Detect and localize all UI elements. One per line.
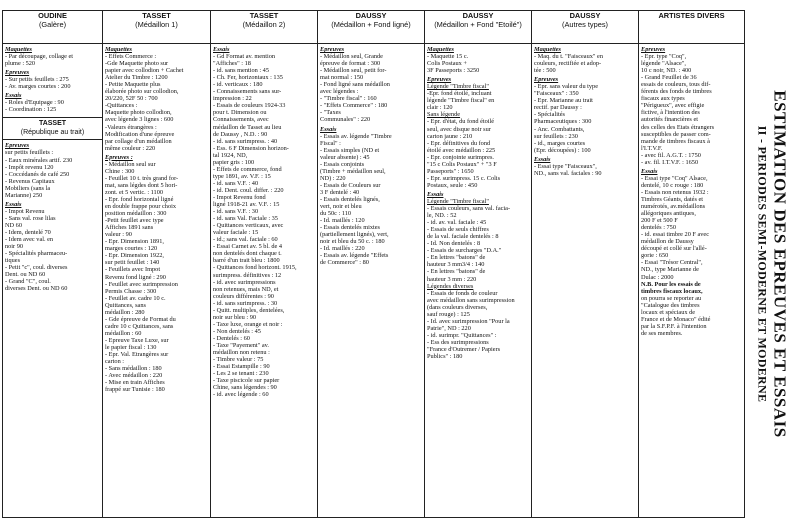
entry-line: Dent. ou ND 60	[5, 271, 46, 279]
entry-line: - Impot Revenu	[5, 207, 45, 215]
entry-line: - Essais de fonds de couleur	[427, 289, 498, 297]
entry-line: - Feuillet av. cadre 10 c.	[105, 294, 166, 302]
entry-line: - Taxe luxe, orange et noir :	[213, 320, 283, 328]
entry-line: mat normal : 150	[320, 74, 364, 82]
entry-line: l'I.T.V.F.	[641, 144, 663, 152]
entry-line: sauf rouge) : 125	[427, 310, 470, 318]
section-heading: Maquettes	[427, 46, 454, 53]
entry-line: Connaissements, avec	[213, 116, 269, 124]
entry-line: (Epr. découpées) : 100	[534, 146, 591, 154]
entry-line: cadre 10 c Quittances, sans	[105, 322, 174, 330]
entry-line: type 1891, av. V.F. : 15	[213, 172, 271, 180]
entry-line: de ses membres.	[641, 329, 683, 337]
entry-line: 3F Passeports : 3250	[427, 67, 480, 75]
col-header-daussy-etoile: DAUSSY (Médaillon + Fond "Etoilé")	[425, 11, 532, 44]
entry-line: - id. sans mention : 45	[213, 67, 269, 75]
section-heading: Essais	[534, 155, 551, 163]
tasset-2-entries	[213, 46, 315, 398]
entry-line: (Timbre + médaillon seul,	[320, 167, 386, 175]
entry-line: des celles des Etats étrangers	[641, 123, 715, 131]
entry-line: papier avec collodion + Cachet	[105, 67, 184, 75]
entry-line: - "Timbre fiscal" : 160	[320, 95, 377, 103]
entry-line: - Anc. Combattants,	[534, 125, 585, 133]
entry-line: noir sur bleu : 90	[213, 313, 257, 321]
entry-line: valeur : 90	[105, 231, 132, 239]
entry-line: pour t. Dimension ou	[213, 109, 267, 117]
entry-line: - Eaux minérales artif. 230	[5, 156, 73, 164]
entry-line: épreuve de format : 300	[320, 60, 381, 68]
entry-line: - Sur petits feuillets : 275	[5, 76, 69, 84]
entry-line: - Impot Revenu fond	[213, 193, 266, 201]
entry-line: - Essais dentelés mixtes	[320, 224, 380, 232]
entry-line: Timbres Géants, datés et	[641, 195, 704, 203]
entry-line: ligné 1918-21 av. V.F. : 15	[213, 201, 280, 209]
col-daussy-autres-body	[532, 44, 639, 518]
entry-line: - Essai type "Coq" Alsace,	[641, 174, 708, 182]
entry-line: par la S.F.P.F. à l'intention	[641, 322, 707, 330]
entry-line: "15 c Colis Postaux" + "3 F	[427, 160, 497, 168]
entry-line: - Timbre valeur : 75	[213, 356, 264, 364]
entry-line: étoilé avec médaillon : 225	[427, 146, 496, 154]
entry-line: Fiscal" :	[320, 139, 341, 147]
entry-line: - Id. maillés : 120	[320, 217, 365, 225]
entry-line: Permis Chasse : 300	[105, 287, 157, 295]
col-header-artistes-divers: ARTISTES DIVERS	[639, 11, 745, 44]
entry-line: mat, sans légdes dont 5 hori-	[105, 181, 178, 189]
entry-line: - Id. Non dentelés : 8	[427, 240, 481, 248]
entry-line: - Taxe piscicole sur papier	[213, 377, 280, 385]
entry-line: noir 90	[5, 243, 24, 251]
entry-line: 3 F dentelé : 40	[320, 188, 360, 196]
section-heading: Epreuves	[641, 46, 666, 53]
entry-line: carton :	[105, 358, 125, 366]
section-heading: Essais	[641, 167, 658, 175]
entry-line: - Mise en train Affiches	[105, 379, 165, 387]
entry-line: - Epr. type "Coq",	[641, 53, 687, 61]
entry-line: Sans légende	[427, 111, 461, 119]
header-row	[3, 11, 745, 44]
entry-line: - Id. avec surimpression "Pour la	[427, 317, 510, 325]
entry-line: numérotés, av.médaillons	[641, 203, 706, 211]
entry-line: Affiches 1891 sans	[105, 224, 154, 232]
daussy-ligne-entries	[320, 46, 422, 266]
entry-line: locaux et spéciaux de	[641, 308, 696, 316]
entry-line: médaillon : 60	[105, 329, 142, 337]
entry-line: du 50c : 110	[320, 210, 352, 218]
entry-line: Postaux, seule : 450	[427, 181, 478, 189]
entry-line: 200 F et 500 F	[641, 217, 678, 225]
entry-line: - Essai Estampille : 90	[213, 363, 270, 371]
entry-line: - Gd Format av. mention	[213, 53, 276, 61]
entry-line: - Id. maillés : 220	[320, 245, 365, 253]
entry-line: - Sans médaillon : 180	[105, 365, 162, 373]
subheader-tasset-republique: TASSET (République au trait)	[3, 117, 102, 140]
entry-line: - id. sans V.F. : 30	[213, 208, 259, 216]
entry-line: "Périgueux", avec effigie	[641, 102, 705, 110]
entry-line: - Quitt. multiples, dentelées,	[213, 306, 285, 314]
entry-line: rectif. par Daussy :	[534, 104, 582, 112]
section-heading: Maquettes	[5, 46, 32, 53]
entry-line: - Essais simples (ND et	[320, 146, 380, 154]
entry-line: de Commerce" : 80	[320, 259, 369, 267]
entry-line: Maquette photo collodion,	[105, 109, 172, 117]
entry-line: - Essais dentelés lignés,	[320, 195, 380, 203]
entry-line: - Essais de Couleurs sur	[320, 181, 381, 189]
entry-line: ND., type Marianne de	[641, 266, 699, 274]
entry-line: - Essais conjoints	[320, 160, 365, 168]
entry-line: - Essais de couleurs 1924-33	[213, 102, 286, 110]
col-header-tasset-1: TASSET (Médaillon 1)	[103, 11, 211, 44]
entry-line: - Essai "Trésor Central",	[641, 259, 703, 267]
entry-line: - id., marges courtes	[534, 139, 586, 147]
entry-line: - Av. marges courtes : 200	[5, 83, 71, 91]
entry-line: allégoriques antiques,	[641, 210, 696, 218]
entry-line: - id. surimpr. "Quittances" :	[427, 331, 497, 339]
entry-line: Passeports" : 1650	[427, 167, 474, 175]
section-heading: Essais	[213, 46, 230, 53]
entry-line: - Grand Feuillet de 36	[641, 74, 697, 82]
entry-line: sur feuillets : 230	[534, 132, 578, 140]
entry-line: - id. sans V.F. : 40	[213, 179, 259, 187]
entry-line: - Essais de seuls chiffres	[427, 226, 489, 234]
entry-line: Chine : 300	[105, 167, 135, 175]
entry-line: -Quittances :	[105, 102, 138, 110]
entry-line: par collage d'un médaillon	[105, 137, 172, 145]
entry-line: (partiellement lignés), vert,	[320, 231, 389, 239]
entry-line: surimpress. définitives : 12	[213, 271, 282, 279]
section-heading: Essais	[5, 200, 22, 208]
entry-line: Publics" : 180	[427, 353, 463, 361]
entry-line: noir et bleu du 50 c. : 180	[320, 238, 385, 246]
entry-line: - Effets Commerce :	[105, 53, 157, 61]
entry-line: médaillon non retenu :	[213, 349, 270, 357]
entry-line: - Médaillon seul sur	[105, 160, 156, 168]
entry-line: ND., sans val. faciales : 90	[534, 169, 602, 177]
entry-line: "Catalogue des timbres	[641, 301, 700, 309]
entry-line: France et de Monaco" édité	[641, 315, 711, 323]
entry-line: - En lettres "batons" de	[427, 254, 486, 262]
entry-line: - Coccédanés de café 250	[5, 170, 70, 178]
col-daussy-etoile-body	[425, 44, 532, 518]
entry-line: - Petite Maquette plus	[105, 81, 161, 89]
entry-line: élaborée photo sur collodion,	[105, 88, 179, 96]
entry-line: Légendes diverses	[427, 282, 474, 290]
entry-line: 10 c noir, ND. : 400	[641, 67, 692, 75]
side-title	[755, 90, 790, 438]
section-heading: Epreuves	[427, 76, 452, 84]
entry-line: mande de timbres fiscaux à	[641, 137, 710, 145]
body-row	[3, 44, 745, 518]
entry-line: Légende "Timbre fiscal"	[427, 83, 489, 91]
oudine-entries	[5, 46, 100, 113]
col-header-daussy-autres: DAUSSY (Autres types)	[532, 11, 639, 44]
entry-line: papier gris : 100	[213, 158, 255, 166]
entry-line: de la val. faciale dentelés : 8	[427, 233, 499, 241]
entry-line: Marianne) 250	[5, 191, 43, 199]
col-tasset-2-body	[211, 44, 318, 518]
entry-line: - Epr. Val. Etrangères sur	[105, 351, 169, 359]
entry-line: -Valeurs étrangères :	[105, 123, 157, 131]
entry-line: ND) : 220	[320, 174, 346, 182]
entry-line: -Epr. fond étoilé, incluant	[427, 90, 492, 98]
entry-line: - Idem, dentelé 70	[5, 228, 51, 236]
entry-line: - Feuillet avec surimpression	[105, 280, 178, 288]
entry-line: - Essai Carnet av. 5 bl. de 4	[213, 243, 283, 251]
entry-line: - Epr. définitives du fond	[427, 139, 491, 147]
entry-line: Légende "Timbre fiscal"	[427, 197, 489, 205]
entry-line: légende "Timbre fiscal" en	[427, 97, 495, 105]
side-title-sub: II - PERIODES SEMI-MODERNE ET MODERNE	[755, 125, 770, 403]
entry-line: - Epr. Marianne au trait	[534, 97, 593, 105]
entry-line: - Essais non retenus 1932 :	[641, 188, 709, 196]
entry-line: - Essais av. légende "Timbre	[320, 132, 392, 140]
daussy-etoile-entries	[427, 46, 529, 360]
entry-line: - av. fil. I.T.V.F. : 1650	[641, 158, 699, 166]
entry-line: fictive, à l'intention des	[641, 109, 700, 117]
entry-line: - Epr. conjointe surimpres.	[427, 153, 494, 161]
entry-line: - Essais av. légende "Effets	[320, 252, 389, 260]
side-title-band	[746, 10, 798, 518]
entry-line: -Petit feuillet avec type	[105, 217, 164, 225]
entry-line: tiques	[5, 257, 21, 265]
col-tasset-1-body	[103, 44, 211, 518]
entry-line: N.B. Pour les essais de	[641, 280, 701, 288]
entry-line: clair : 120	[427, 104, 453, 112]
entry-line: Revenu fond ligné : 290	[105, 273, 166, 281]
section-heading: Epreuves	[320, 46, 345, 53]
entry-line: (dans couleurs diverses,	[427, 303, 488, 311]
entry-line: - Ch. Fer, horizontaux : 135	[213, 74, 283, 82]
entry-line: "Faisceaux" : 350	[534, 90, 579, 98]
entry-line: Dulac : 2000	[641, 273, 674, 281]
entry-line: plume : 520	[5, 60, 36, 68]
entry-line: Quittances, sans	[105, 301, 146, 309]
section-heading: Epreuves	[534, 76, 559, 84]
entry-line: susceptibles de passer com-	[641, 130, 711, 138]
entry-line: - Epr. d'état, du fond étoilé	[427, 118, 495, 126]
section-heading: Epreuves	[5, 142, 30, 150]
entry-line: "Affiches" : 18	[213, 60, 251, 68]
tasset-1-entries	[105, 46, 208, 393]
entry-line: - Epr. sans valeur du type	[534, 83, 599, 91]
entry-line: découpé et collé sur l'allé-	[641, 245, 707, 253]
entry-line: avec médaillon sans surimpression	[427, 296, 515, 304]
entry-line: - Epr. fond horizontal ligné	[105, 195, 174, 203]
entry-line: - id. Dent. coul. differ. : 220	[213, 186, 284, 194]
col-header-oudine: OUDINE (Galère)	[3, 11, 103, 44]
entry-line: dentelé, 10 c rouge : 180	[641, 181, 704, 189]
entry-line: zont. et 5 vertic. : 1100	[105, 188, 163, 196]
entry-line: - Effets de commerce, fond	[213, 165, 282, 173]
entry-line: - id. verticaux : 180	[213, 81, 263, 89]
col-daussy-ligne-body	[318, 44, 425, 518]
entry-line: avec légende 3 lignes : 600	[105, 116, 174, 124]
entry-line: férents des fonds de timbres	[641, 88, 712, 96]
entry-line: - Epreuve Taxe Luxe, sur	[105, 336, 169, 344]
entry-line: - Avec médaillon : 220	[105, 372, 163, 380]
entry-line: - Revenus Capitaux	[5, 177, 55, 185]
entry-line: - id. essai timbre 20 F avec	[641, 231, 710, 239]
entry-line: tée : 500	[534, 67, 556, 75]
entry-line: autorités financières et	[641, 116, 698, 124]
entry-line: - Non dentelés : 45	[213, 327, 261, 335]
entry-line: - id. av. val. faciale : 45	[427, 219, 487, 227]
entry-line: - Grand "C", coul.	[5, 278, 51, 286]
entry-line: - Maquette 15 c.	[427, 53, 469, 61]
col-oudine-body	[3, 44, 103, 518]
entry-line: carton jaune : 210	[427, 132, 473, 140]
entry-line: - Feuillets avec Impot	[105, 266, 161, 274]
entry-line: - Sans val. rose lilas	[5, 214, 56, 222]
entry-line: médaillon : 280	[105, 308, 145, 316]
entry-line: non retenues, mais ND, et	[213, 285, 279, 293]
entry-line: - Petit "c", coul. diverses	[5, 264, 68, 272]
entry-line: non dentelés dont chaque t.	[213, 250, 282, 258]
entry-line: - "Effets Commerce" : 180	[320, 102, 388, 110]
entry-line: tal 1924, ND,	[213, 151, 248, 159]
entry-line: - id. avec légende : 60	[213, 391, 269, 399]
entry-line: frappé sur Tunisie : 180	[105, 386, 165, 394]
entry-line: - id. sans Val. Faciale : 35	[213, 215, 278, 223]
entry-line: valeur faciale : 15	[213, 229, 259, 237]
entry-line: marges courtes : 120	[105, 245, 158, 253]
entry-line: - Epr. Dimension 1922,	[105, 252, 164, 260]
entry-line: même couleur : 220	[105, 144, 156, 152]
entry-line: légende "Alsace",	[641, 60, 687, 68]
entry-line: - Maq. du t. "Faisceaux" en	[534, 53, 603, 61]
entry-line: en double frappe pour choix	[105, 203, 176, 211]
entry-line: - Roles d'Equipage : 90	[5, 99, 64, 107]
entry-line: Modification d'une épreuve	[105, 130, 175, 138]
entry-line: Mobiliers (sans la	[5, 184, 51, 192]
entry-line: avec légendes :	[320, 88, 359, 96]
artistes-divers-entries	[641, 46, 742, 337]
entry-line: - Connaissements sans sur-	[213, 88, 282, 96]
entry-line: couleurs différentes : 90	[213, 292, 274, 300]
entry-line: - "Taxes	[320, 109, 341, 117]
entry-line: essais de couleurs, tous dif-	[641, 81, 711, 89]
entry-line: seul, avec disque noir sur	[427, 125, 491, 133]
entry-line: - Essais couleurs, sans val. facia-	[427, 205, 511, 213]
entry-line: gorie : 650	[641, 252, 669, 260]
entry-line: - Quittances verticaux, avec	[213, 222, 284, 230]
col-artistes-divers-body	[639, 44, 745, 518]
section-heading: Essais	[320, 125, 337, 133]
estimation-table	[2, 10, 745, 518]
entry-line: hauteur 3 mm : 220	[427, 275, 477, 283]
entry-line: barré d'un trait bleu : 1800	[213, 257, 280, 265]
entry-line: - Gde épreuve de Format du	[105, 315, 176, 323]
section-heading: Essais	[5, 92, 22, 100]
entry-line: - Ess des surimpressions	[427, 338, 489, 346]
entry-line: on pourra se reporter au	[641, 294, 702, 302]
entry-line: Atelier du Timbre : 1200	[105, 74, 168, 82]
entry-line: Patrie", ND : 220	[427, 324, 471, 332]
entry-line: dentelés : 750	[641, 224, 676, 232]
entry-line: Pharmaceutiques : 300	[534, 118, 592, 126]
section-heading: Essais	[427, 190, 444, 198]
entry-line: - Feuillet 10 t. très grand for-	[105, 174, 179, 182]
entry-line: - Fond ligné sans médaillon	[320, 81, 390, 89]
entry-line: - Les 2 se tenant : 230	[213, 370, 269, 378]
entry-line: le papier fiscal : 130	[105, 343, 157, 351]
entry-line: ND 60	[5, 221, 22, 229]
entry-line: - Essai type "Faisceaux",	[534, 162, 597, 170]
entry-line: de Daussy , N.D. : 90	[213, 130, 268, 138]
entry-line: - Médaillon seul, Grande	[320, 53, 383, 61]
section-heading: Epreuves	[5, 69, 30, 77]
entry-line: - Epr. surimpress. 15 c. Colis	[427, 174, 501, 182]
section-heading: Maquettes	[534, 46, 561, 53]
side-title-main: ESTIMATION DES EPREUVES ET ESSAIS	[770, 90, 790, 438]
entry-line: - Quittances fond horizont. 1915,	[213, 264, 297, 272]
entry-line: - avec fil. A.G.T. : 1750	[641, 151, 701, 159]
entry-line: - Dentelés : 60	[213, 334, 250, 342]
entry-line: couleurs, rectifiée et adop-	[534, 60, 602, 68]
entry-line: - Spécialités	[534, 111, 565, 119]
entry-line: Chine, sans légendes : 90	[213, 384, 277, 392]
entry-line: timbres fiscaux locaux,	[641, 287, 703, 295]
entry-line: - Par découpage, collage et	[5, 53, 74, 61]
entry-line: - id. avec surimpressions	[213, 278, 276, 286]
entry-line: - Essais de surcharges "D.A."	[427, 247, 502, 255]
entry-line: - Epr. Dimension 1891,	[105, 238, 164, 246]
entry-line: - Médaillon seul, petit for-	[320, 67, 387, 75]
entry-line: impression : 22	[213, 95, 252, 103]
section-heading: Epreuves :	[105, 153, 133, 161]
daussy-autres-entries	[534, 46, 636, 177]
entry-line: hauteur 3 mm3/4 : 140	[427, 261, 485, 269]
entry-line: Communales" : 220	[320, 116, 371, 124]
entry-line: - Spécialités pharmaceu-	[5, 250, 68, 258]
entry-line: - Coordination : 125	[5, 106, 57, 114]
entry-line: - Idem avec val. en	[5, 236, 54, 244]
entry-line: - id. sans surimpress. : 30	[213, 299, 278, 307]
entry-line: médaillon de Tasset au lieu	[213, 123, 282, 131]
entry-line: sur petits feuillets :	[5, 149, 54, 157]
entry-line: - id. sans surimpress. : 40	[213, 137, 278, 145]
entry-line: - En lettres "batons" de	[427, 268, 486, 276]
entry-line: - id.; sans val. faciale : 60	[213, 236, 278, 244]
entry-line: Colis Postaux +	[427, 60, 467, 68]
entry-line: sur petit feuillet : 140	[105, 259, 160, 267]
entry-line: -Gde Maquette photo sur	[105, 60, 169, 68]
section-heading: Maquettes	[105, 46, 132, 53]
col-header-tasset-2: TASSET (Médaillon 2)	[211, 11, 318, 44]
col-header-daussy-ligne: DAUSSY (Médaillon + Fond ligné)	[318, 11, 425, 44]
entry-line: vert, noir et bleu	[320, 203, 362, 211]
entry-line: - Taxe "Payement" av.	[213, 341, 269, 349]
entry-line: - Impôt revenu 120	[5, 163, 54, 171]
entry-line: position médaillon : 300	[105, 210, 167, 218]
entry-line: diverses Dent. ou ND 60	[5, 285, 68, 293]
entry-line: le, ND. : 52	[427, 212, 457, 220]
entry-line: fiscaux aux types	[641, 95, 685, 103]
entry-line: valeur absente) : 45	[320, 153, 370, 161]
entry-line: "France d'Outremer / Papiers	[427, 345, 501, 353]
entry-line: médaillon de Daussy	[641, 238, 694, 246]
entry-line: - Ess. 6 F Dimension horizon-	[213, 144, 289, 152]
entry-line: 20/220, 52F 50 : 700	[105, 95, 158, 103]
tasset-republique-entries	[5, 142, 100, 292]
